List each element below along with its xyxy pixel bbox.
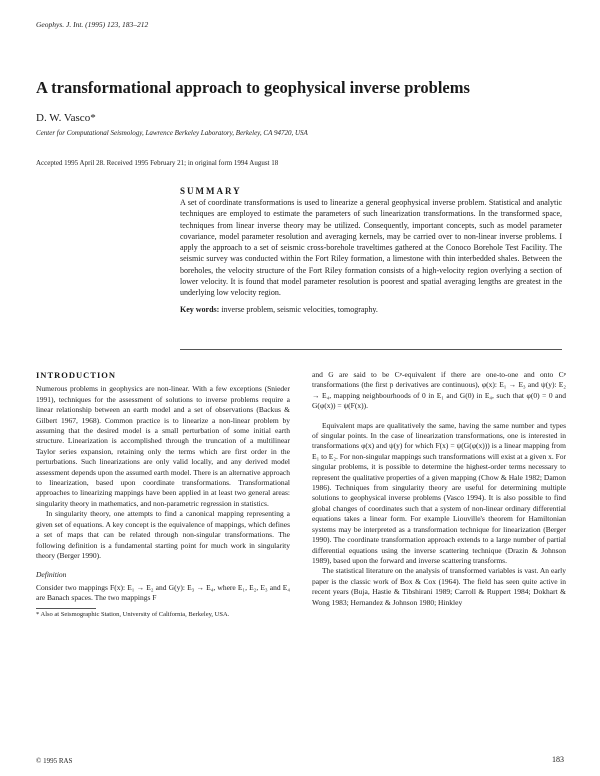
summary-divider <box>180 349 562 350</box>
intro-paragraph-2: In singularity theory, one attempts to find a canonical mapping representing a given set of equations. A key concept is the equivalence of mappings, which defines a set of maps that can be related through non-singular transformations. The following definition is a fundamental starting point for much work in singularity theory (Berger 1990). <box>36 509 290 560</box>
keywords-label: Key words: <box>180 304 220 314</box>
author-name: D. W. Vasco* <box>36 112 96 124</box>
right-paragraph-3: The statistical literature on the analysis of transformed variables is vast. An early paper is the classic work of Box & Cox (1964). The field has seen quite active in recent years (Buja, Hastie & Tibshirani 1989; Carroll & Ruppert 1984; Dokhart & Wong 1983; Hernandez & Johnson 1980; Hinkley <box>312 566 566 607</box>
footnote: * Also at Seismographic Station, University of California, Berkeley, USA. <box>36 610 230 618</box>
article-title: A transformational approach to geophysical inverse problems <box>36 78 470 97</box>
introduction-heading: INTRODUCTION <box>36 370 117 380</box>
summary-heading: SUMMARY <box>180 186 242 196</box>
author-affiliation: Center for Computational Seismology, Lawrence Berkeley Laboratory, Berkeley, CA 94720, USA <box>36 129 308 137</box>
journal-citation: Geophys. J. Int. (1995) 123, 183–212 <box>36 20 149 29</box>
definition-title: Definition <box>36 570 67 580</box>
right-column <box>312 370 566 608</box>
keywords-list: inverse problem, seismic velocities, tomography. <box>221 304 378 314</box>
left-column <box>36 370 290 619</box>
definition-text: Consider two mappings F(x): E₁ → E₂ and G(y): E₃ → E₄, where E₁, E₂, E₃ and E₄ are Banach spaces. The two mappings F <box>36 582 290 603</box>
copyright-notice: © 1995 RAS <box>36 757 73 765</box>
keywords-line <box>180 305 562 314</box>
page-number: 183 <box>552 755 564 764</box>
right-paragraph-2: Equivalent maps are qualitatively the same, having the same number and types of singular points. In the case of linearization transformations, one is interested in transformations φ(x) and ψ(y) for which F(x) = ψ(G(φ(x))) is a linear mapping from E₁ to E₂. For non-singular mappings such transformations will exist at a given x. For singular problems, it is possible to determine the highest-order terms necessary to represent the qualitative properties of a given mapping (Chow & Hale 1982; Damon 1986). Techniques from singularity theory are useful for determining multiple solutions to geophysical inverse problems (Vasco 1994). It is also possible to find global changes of coordinates such that a system of non-linear ordinary differential equations takes a linear form. For example Liouville's theorem for Hamiltonian systems may be interpreted as a transformation technique for linearization (Berger 1990). The coordinate transformation approach extends to a large number of partial differential equations using the inverse scattering technique (Drazin & Johnson 1989), based upon the forward and inverse scattering transforms. <box>312 420 566 565</box>
summary-text: A set of coordinate transformations is used to linearize a general geophysical inverse problem. Statistical and analytic techniques are employed to estimate the parameters of such linearization transformations. In the transformed space, techniques from linear inverse theory may be utilized. Consequently, important concepts, such as model parameter covariance, model parameter resolution and averaging kernels, may be carried over to non-linear inverse problems. I apply the approach to a set of seismic cross-borehole traveltimes gathered at the Conoco Borehole Test Facility. The seismic survey was conducted within the Fort Riley formation, a limestone with thin interbedded shales. Between the boreholes, the velocity structure of the Fort Riley formation consists of a high-velocity region overlying a section of lower velocity. It is found that model parameter resolution is poorest and spatial averaging lengths are greatest in the underlying low velocity region. <box>180 198 562 298</box>
footnote-divider <box>36 608 96 609</box>
right-paragraph-1: and G are said to be Cᵖ-equivalent if there are one-to-one and onto Cᵖ transformations (the first p derivatives are continuous), φ(x): E₁ → E₃ and ψ(y): E₂ → E₄, mapping neighbourhoods of 0 in E₁ and G(0) in E₄, such that φ(0) = 0 and G(φ(x)) = ψ(F(x)). <box>312 370 566 411</box>
summary-section <box>180 186 562 314</box>
article-dates: Accepted 1995 April 28. Received 1995 February 21; in original form 1994 August 18 <box>36 159 279 167</box>
intro-paragraph-1: Numerous problems in geophysics are non-linear. With a few exceptions (Snieder 1991), techniques for the assessment of solutions to inverse problems require a linear relationship between an earth model and a set of observations (Backus & Gilbert 1967, 1968). Common practice is to linearize a non-linear problem by assuming that the desired model is a small perturbation of some initial earth structure. Linearization is accomplished through the truncation of a multilinear Taylor series expansion, retaining only the terms which are first order in the perturbations. Such linearizations are only valid locally, and any derived model assessment depends upon the assumed earth model. There is an alternative approach to linearization, based upon coordinate transformations. Transformational approaches to linearizing mappings have been applied in at least two general areas: singularity theory in mathematics, and non-parametric regression in statistics. <box>36 384 290 508</box>
